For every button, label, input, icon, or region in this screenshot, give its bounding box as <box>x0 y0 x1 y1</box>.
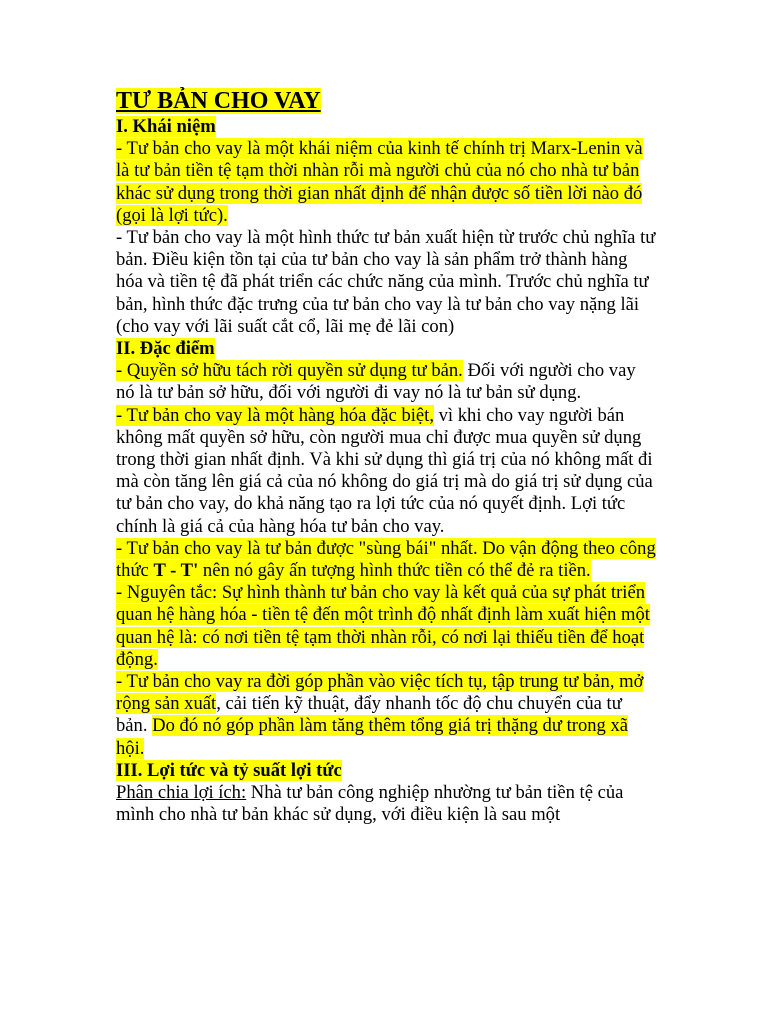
section-heading-2: II. Đặc điểm <box>116 338 215 360</box>
section-heading-3: III. Lợi tức và tỷ suất lợi tức <box>116 759 342 781</box>
paragraph-definition-2: - Tư bản cho vay là một hình thức tư bản xuất hiện từ trước chủ nghĩa tư bản. Điều kiện tồn tại của tư bản cho vay là sản phẩm trở thành hàng hóa và tiền tệ đã phát triển các chức năng của mình. Trước chủ nghĩa tư bản, hình thức đặc trưng của tư bản cho vay là tư bản cho vay nặng lãi (cho vay với lãi suất cắt cổ, lãi mẹ đẻ lãi con) <box>116 227 656 337</box>
document-title: TƯ BẢN CHO VAY <box>116 88 321 114</box>
paragraph-interest-1: Phân chia lợi ích: Nhà tư bản công nghiệp nhường tư bản tiền tệ của mình cho nhà tư bản khác sử dụng, với điều kiện là sau một <box>116 782 624 826</box>
paragraph-feature-1: - Quyền sở hữu tách rời quyền sử dụng tư bản. Đối với người cho vay nó là tư bản sở hữu, đối với người đi vay nó là tư bản sử dụng. <box>116 360 636 404</box>
paragraph-definition-1: - Tư bản cho vay là một khái niệm của kinh tế chính trị Marx-Lenin và là tư bản tiền tệ tạm thời nhàn rỗi mà người chủ của nó cho nhà tư bản khác sử dụng trong thời gian nhất định để nhận được số tiền lời nào đó (gọi là lợi tức). <box>116 138 643 226</box>
document-page <box>116 86 656 827</box>
paragraph-feature-5: - Tư bản cho vay ra đời góp phần vào việc tích tụ, tập trung tư bản, mở rộng sản xuất, cải tiến kỹ thuật, đẩy nhanh tốc độ chu chuyển của tư bản. Do đó nó góp phần làm tăng thêm tổng giá trị thặng dư trong xã hội. <box>116 671 644 759</box>
paragraph-feature-3: - Tư bản cho vay là tư bản được "sùng bái" nhất. Do vận động theo công thức T - T' nên nó gây ấn tượng hình thức tiền có thể đẻ ra tiền. <box>116 537 656 582</box>
paragraph-feature-4: - Nguyên tắc: Sự hình thành tư bản cho vay là kết quả của sự phát triển quan hệ hàng hóa - tiền tệ đến một trình độ nhất định làm xuất hiện một quan hệ là: có nơi tiền tệ tạm thời nhàn rỗi, có nơi lại thiếu tiền để hoạt động. <box>116 582 650 670</box>
section-heading-1: I. Khái niệm <box>116 116 216 137</box>
formula: T - T' <box>153 560 199 582</box>
paragraph-feature-2: - Tư bản cho vay là một hàng hóa đặc biệt, vì khi cho vay người bán không mất quyền sở hữu, còn người mua chỉ được mua quyền sử dụng trong thời gian nhất định. Và khi sử dụng thì giá trị của nó không mất đi mà còn tăng lên giá cả của nó không do giá trị mà do giá trị sử dụng của tư bản cho vay, do khả năng tạo ra lợi tức của nó quyết định. Lợi tức chính là giá cả của hàng hóa tư bản cho vay. <box>116 404 653 537</box>
